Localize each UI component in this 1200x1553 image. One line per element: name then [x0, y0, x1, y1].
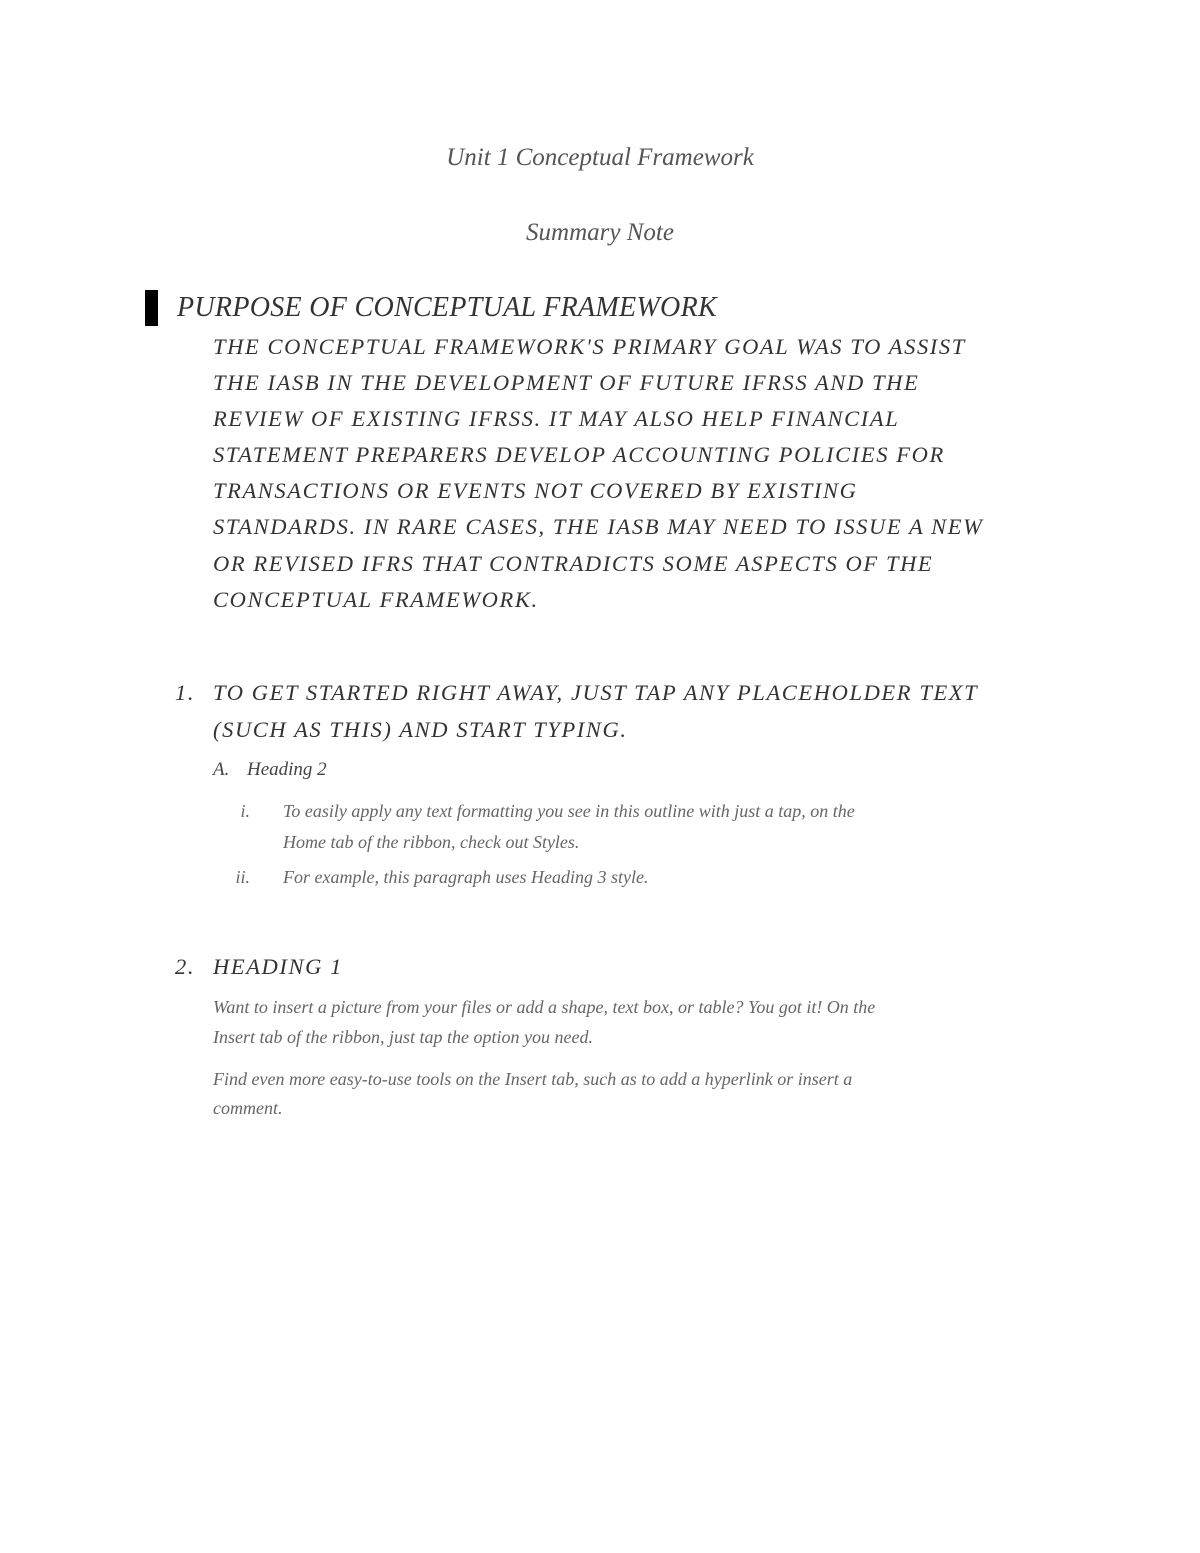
heading3-line: Home tab of the ribbon, check out Styles.: [283, 832, 580, 852]
paragraph-line: comment.: [213, 1098, 283, 1118]
heading3-line: For example, this paragraph uses Heading 3 style.: [283, 867, 649, 887]
paragraph-line: Insert tab of the ribbon, just tap the option you need.: [213, 1027, 593, 1047]
section-body-line: THE IASB IN THE DEVELOPMENT OF FUTURE IFRSS AND THE: [213, 370, 920, 395]
list-marker-a: A.: [213, 759, 230, 780]
heading1-line: (SUCH AS THIS) AND START TYPING.: [213, 717, 628, 742]
list-marker-1: 1.: [175, 680, 196, 705]
section-body-line: THE CONCEPTUAL FRAMEWORK'S PRIMARY GOAL WAS TO ASSIST: [213, 334, 966, 359]
heading3-line: To easily apply any text formatting you see in this outline with just a tap, on the: [283, 801, 855, 821]
section-body-line: TRANSACTIONS OR EVENTS NOT COVERED BY EXISTING: [213, 478, 858, 503]
document-title: Unit 1 Conceptual Framework: [446, 144, 754, 171]
list-marker-ii: ii.: [235, 867, 250, 887]
section-body-line: STANDARDS. IN RARE CASES, THE IASB MAY NEED TO ISSUE A NEW: [213, 514, 984, 539]
section-heading: PURPOSE OF CONCEPTUAL FRAMEWORK: [177, 292, 717, 323]
paragraph-line: Want to insert a picture from your files or add a shape, text box, or table? You got it! On the: [213, 997, 876, 1017]
list-marker-2: 2.: [175, 954, 196, 979]
heading1-line: TO GET STARTED RIGHT AWAY, JUST TAP ANY PLACEHOLDER TEXT: [213, 680, 979, 705]
document-subtitle: Summary Note: [526, 219, 674, 246]
section-marker-bar: [145, 290, 158, 326]
section-body-line: OR REVISED IFRS THAT CONTRADICTS SOME ASPECTS OF THE: [213, 551, 934, 576]
section-body-line: REVIEW OF EXISTING IFRSS. IT MAY ALSO HELP FINANCIAL: [213, 406, 900, 431]
heading2: Heading 2: [247, 759, 327, 780]
section-body-line: CONCEPTUAL FRAMEWORK.: [213, 587, 539, 612]
paragraph-line: Find even more easy-to-use tools on the Insert tab, such as to add a hyperlink or insert a: [213, 1069, 853, 1089]
section-body-line: STATEMENT PREPARERS DEVELOP ACCOUNTING POLICIES FOR: [213, 442, 945, 467]
list-marker-i: i.: [240, 801, 250, 821]
heading1: HEADING 1: [213, 954, 344, 979]
